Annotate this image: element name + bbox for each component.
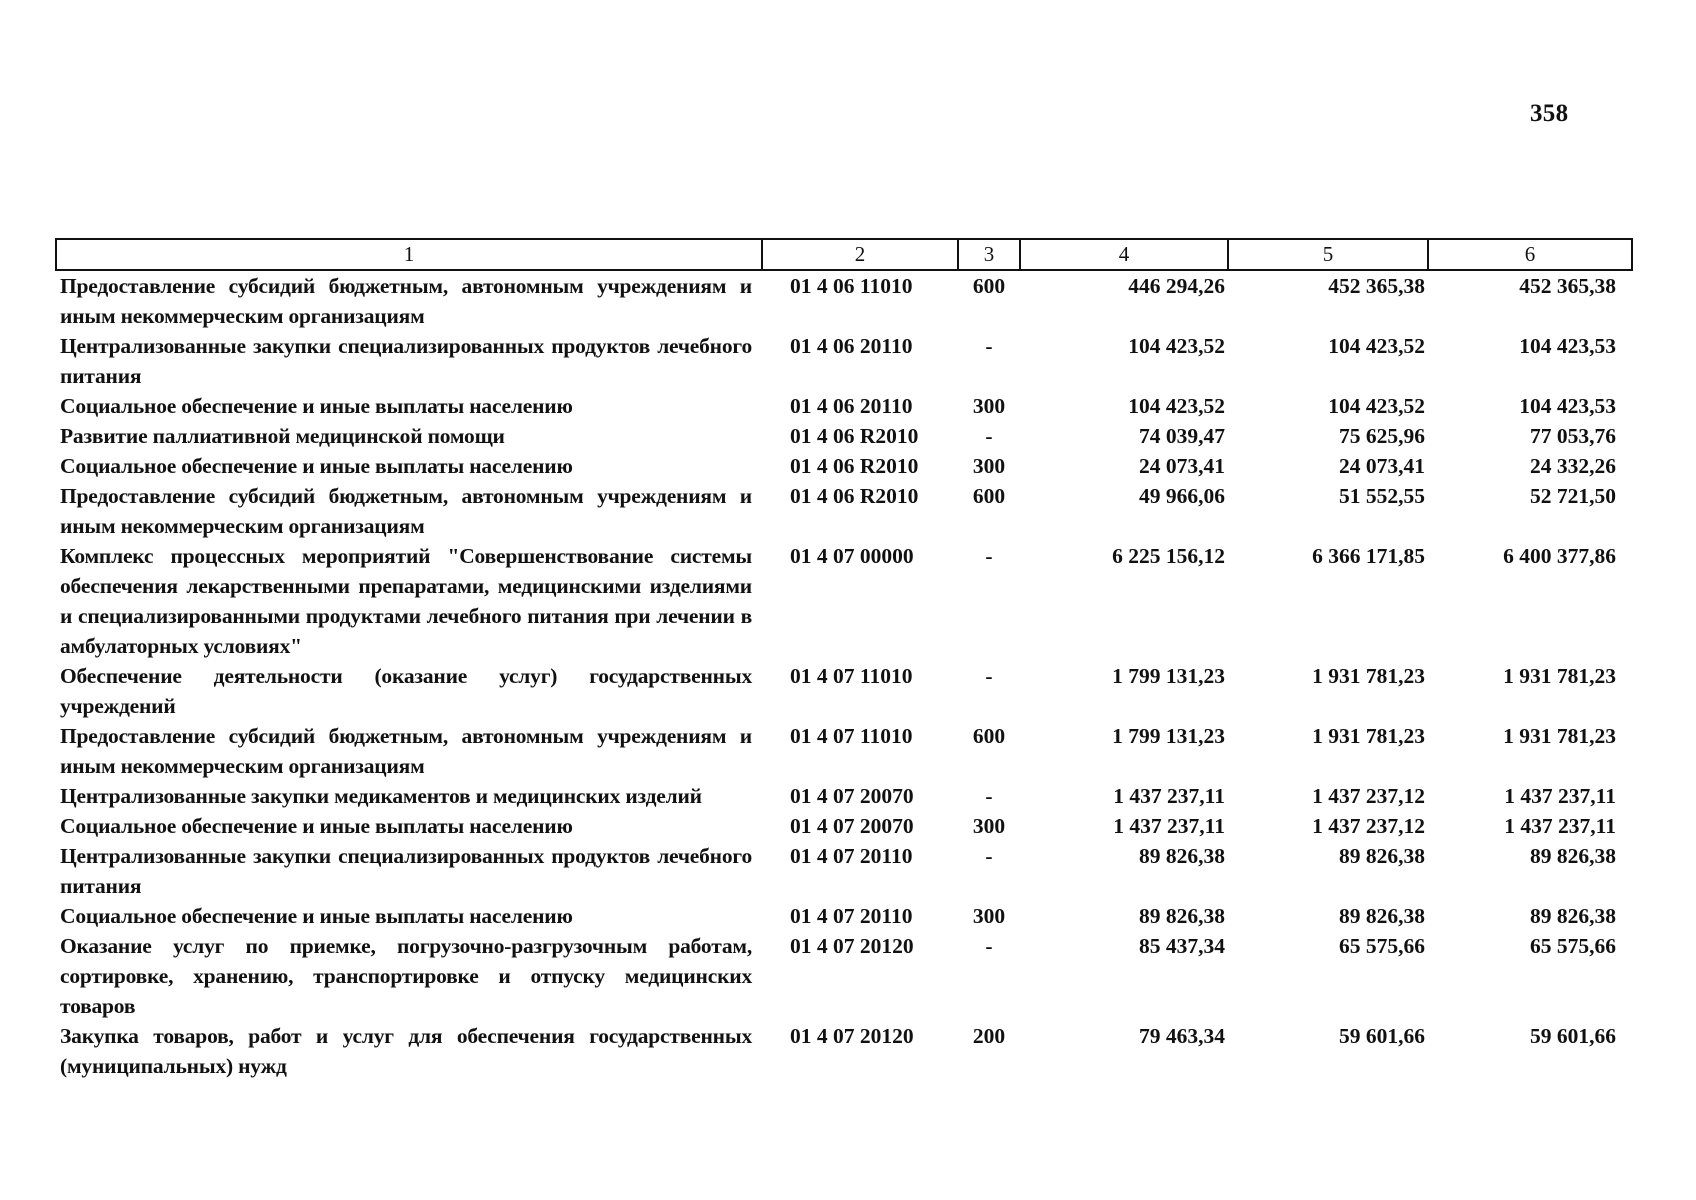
row-value-5: 104 423,52 xyxy=(1328,394,1425,418)
row-value-6: 59 601,66 xyxy=(1530,1024,1616,1048)
row-value-4: 1 799 131,23 xyxy=(1112,664,1225,688)
page-number: 358 xyxy=(1530,100,1569,127)
row-expense-type: 300 xyxy=(972,454,1006,478)
row-code: 01 4 07 00000 xyxy=(790,544,914,568)
row-value-6: 89 826,38 xyxy=(1530,844,1616,868)
row-value-6: 1 931 781,23 xyxy=(1503,664,1616,688)
table-row xyxy=(56,270,1632,331)
budget-table xyxy=(55,238,1633,1081)
row-value-6: 104 423,53 xyxy=(1519,334,1616,358)
table-row xyxy=(56,661,1632,721)
row-value-4: 1 437 237,11 xyxy=(1113,784,1225,808)
row-value-5: 1 437 237,12 xyxy=(1312,784,1425,808)
row-value-4: 74 039,47 xyxy=(1139,424,1225,448)
row-value-5: 51 552,55 xyxy=(1339,484,1425,508)
row-value-6: 1 437 237,11 xyxy=(1504,814,1616,838)
row-name: Социальное обеспечение и иные выплаты населению xyxy=(60,394,573,418)
row-name: Комплекс процессных мероприятий "Совершенствование системы обеспечения лекарственными препаратами, медицинскими изделиями и специализированными продуктами лечебного питания при лечении в амбулаторных условиях" xyxy=(60,544,752,658)
row-code: 01 4 06 R2010 xyxy=(790,424,919,448)
row-expense-type: 300 xyxy=(972,904,1006,928)
row-value-4: 24 073,41 xyxy=(1139,454,1225,478)
row-expense-type: - xyxy=(985,334,993,358)
row-value-4: 1 799 131,23 xyxy=(1112,724,1225,748)
row-value-6: 1 931 781,23 xyxy=(1503,724,1616,748)
row-value-5: 1 931 781,23 xyxy=(1312,664,1425,688)
row-value-5: 104 423,52 xyxy=(1328,334,1425,358)
row-value-5: 452 365,38 xyxy=(1328,274,1425,298)
row-value-4: 446 294,26 xyxy=(1128,274,1225,298)
table-row xyxy=(56,421,1632,451)
row-name: Социальное обеспечение и иные выплаты населению xyxy=(60,814,573,838)
table-row xyxy=(56,331,1632,391)
row-value-6: 52 721,50 xyxy=(1530,484,1616,508)
row-value-5: 6 366 171,85 xyxy=(1312,544,1425,568)
row-value-4: 1 437 237,11 xyxy=(1113,814,1225,838)
table-row xyxy=(56,1021,1632,1081)
table-row xyxy=(56,721,1632,781)
header-col-2: 2 xyxy=(762,239,958,270)
row-value-6: 104 423,53 xyxy=(1519,394,1616,418)
row-value-5: 89 826,38 xyxy=(1339,844,1425,868)
row-value-4: 49 966,06 xyxy=(1139,484,1225,508)
header-col-6: 6 xyxy=(1428,239,1632,270)
row-value-6: 65 575,66 xyxy=(1530,934,1616,958)
row-code: 01 4 07 20110 xyxy=(790,904,913,928)
header-col-5: 5 xyxy=(1228,239,1428,270)
row-name: Развитие паллиативной медицинской помощи xyxy=(60,424,505,448)
row-value-6: 24 332,26 xyxy=(1530,454,1616,478)
row-expense-type: 300 xyxy=(972,814,1006,838)
row-name: Социальное обеспечение и иные выплаты населению xyxy=(60,454,573,478)
row-name: Централизованные закупки специализированных продуктов лечебного питания xyxy=(60,334,752,388)
row-name: Предоставление субсидий бюджетным, автономным учреждениям и иным некоммерческим организациям xyxy=(60,724,752,778)
row-code: 01 4 06 11010 xyxy=(790,274,913,298)
header-col-3: 3 xyxy=(958,239,1020,270)
table-row xyxy=(56,841,1632,901)
row-code: 01 4 07 11010 xyxy=(790,664,913,688)
row-expense-type: 300 xyxy=(972,394,1006,418)
row-value-5: 75 625,96 xyxy=(1339,424,1425,448)
row-name: Предоставление субсидий бюджетным, автономным учреждениям и иным некоммерческим организациям xyxy=(60,274,752,328)
row-code: 01 4 07 20070 xyxy=(790,784,914,808)
row-name: Социальное обеспечение и иные выплаты населению xyxy=(60,904,573,928)
row-value-6: 89 826,38 xyxy=(1530,904,1616,928)
row-value-6: 77 053,76 xyxy=(1530,424,1616,448)
table-row xyxy=(56,781,1632,811)
table-row xyxy=(56,481,1632,541)
table-body xyxy=(56,270,1632,1081)
header-col-4: 4 xyxy=(1020,239,1228,270)
table-row xyxy=(56,931,1632,1021)
row-expense-type: - xyxy=(985,934,993,958)
row-code: 01 4 07 20070 xyxy=(790,814,914,838)
row-code: 01 4 06 20110 xyxy=(790,394,913,418)
row-expense-type: 600 xyxy=(972,274,1006,298)
row-name: Централизованные закупки специализированных продуктов лечебного питания xyxy=(60,844,752,898)
row-name: Закупка товаров, работ и услуг для обеспечения государственных (муниципальных) нужд xyxy=(60,1024,752,1078)
row-value-4: 89 826,38 xyxy=(1139,904,1225,928)
table-row xyxy=(56,811,1632,841)
row-value-4: 104 423,52 xyxy=(1128,394,1225,418)
table-row xyxy=(56,541,1632,661)
row-value-6: 6 400 377,86 xyxy=(1503,544,1616,568)
row-value-6: 1 437 237,11 xyxy=(1504,784,1616,808)
row-value-4: 89 826,38 xyxy=(1139,844,1225,868)
row-expense-type: - xyxy=(985,844,993,868)
row-value-5: 24 073,41 xyxy=(1339,454,1425,478)
table-row xyxy=(56,451,1632,481)
row-expense-type: 600 xyxy=(972,484,1006,508)
row-expense-type: 200 xyxy=(972,1024,1006,1048)
header-col-1: 1 xyxy=(56,239,762,270)
row-code: 01 4 07 20110 xyxy=(790,844,913,868)
row-code: 01 4 06 20110 xyxy=(790,334,913,358)
table-row xyxy=(56,901,1632,931)
row-value-5: 1 437 237,12 xyxy=(1312,814,1425,838)
row-value-5: 59 601,66 xyxy=(1339,1024,1425,1048)
row-value-4: 85 437,34 xyxy=(1139,934,1225,958)
row-value-4: 79 463,34 xyxy=(1139,1024,1225,1048)
row-name: Оказание услуг по приемке, погрузочно-разгрузочным работам, сортировке, хранению, транспортировке и отпуску медицинских товаров xyxy=(60,934,752,1018)
row-name: Централизованные закупки медикаментов и медицинских изделий xyxy=(60,784,702,808)
row-code: 01 4 06 R2010 xyxy=(790,484,919,508)
row-name: Предоставление субсидий бюджетным, автономным учреждениям и иным некоммерческим организациям xyxy=(60,484,752,538)
row-value-5: 89 826,38 xyxy=(1339,904,1425,928)
row-expense-type: - xyxy=(985,544,993,568)
row-expense-type: - xyxy=(985,784,993,808)
row-value-5: 1 931 781,23 xyxy=(1312,724,1425,748)
header-row xyxy=(56,239,1632,270)
table-row xyxy=(56,391,1632,421)
table-header xyxy=(56,239,1632,270)
row-value-5: 65 575,66 xyxy=(1339,934,1425,958)
row-value-6: 452 365,38 xyxy=(1519,274,1616,298)
row-expense-type: - xyxy=(985,664,993,688)
row-value-4: 6 225 156,12 xyxy=(1112,544,1225,568)
row-name: Обеспечение деятельности (оказание услуг) государственных учреждений xyxy=(60,664,752,718)
row-expense-type: 600 xyxy=(972,724,1006,748)
row-expense-type: - xyxy=(985,424,993,448)
row-code: 01 4 07 20120 xyxy=(790,934,914,958)
row-code: 01 4 07 20120 xyxy=(790,1024,914,1048)
row-code: 01 4 06 R2010 xyxy=(790,454,919,478)
row-code: 01 4 07 11010 xyxy=(790,724,913,748)
row-value-4: 104 423,52 xyxy=(1128,334,1225,358)
